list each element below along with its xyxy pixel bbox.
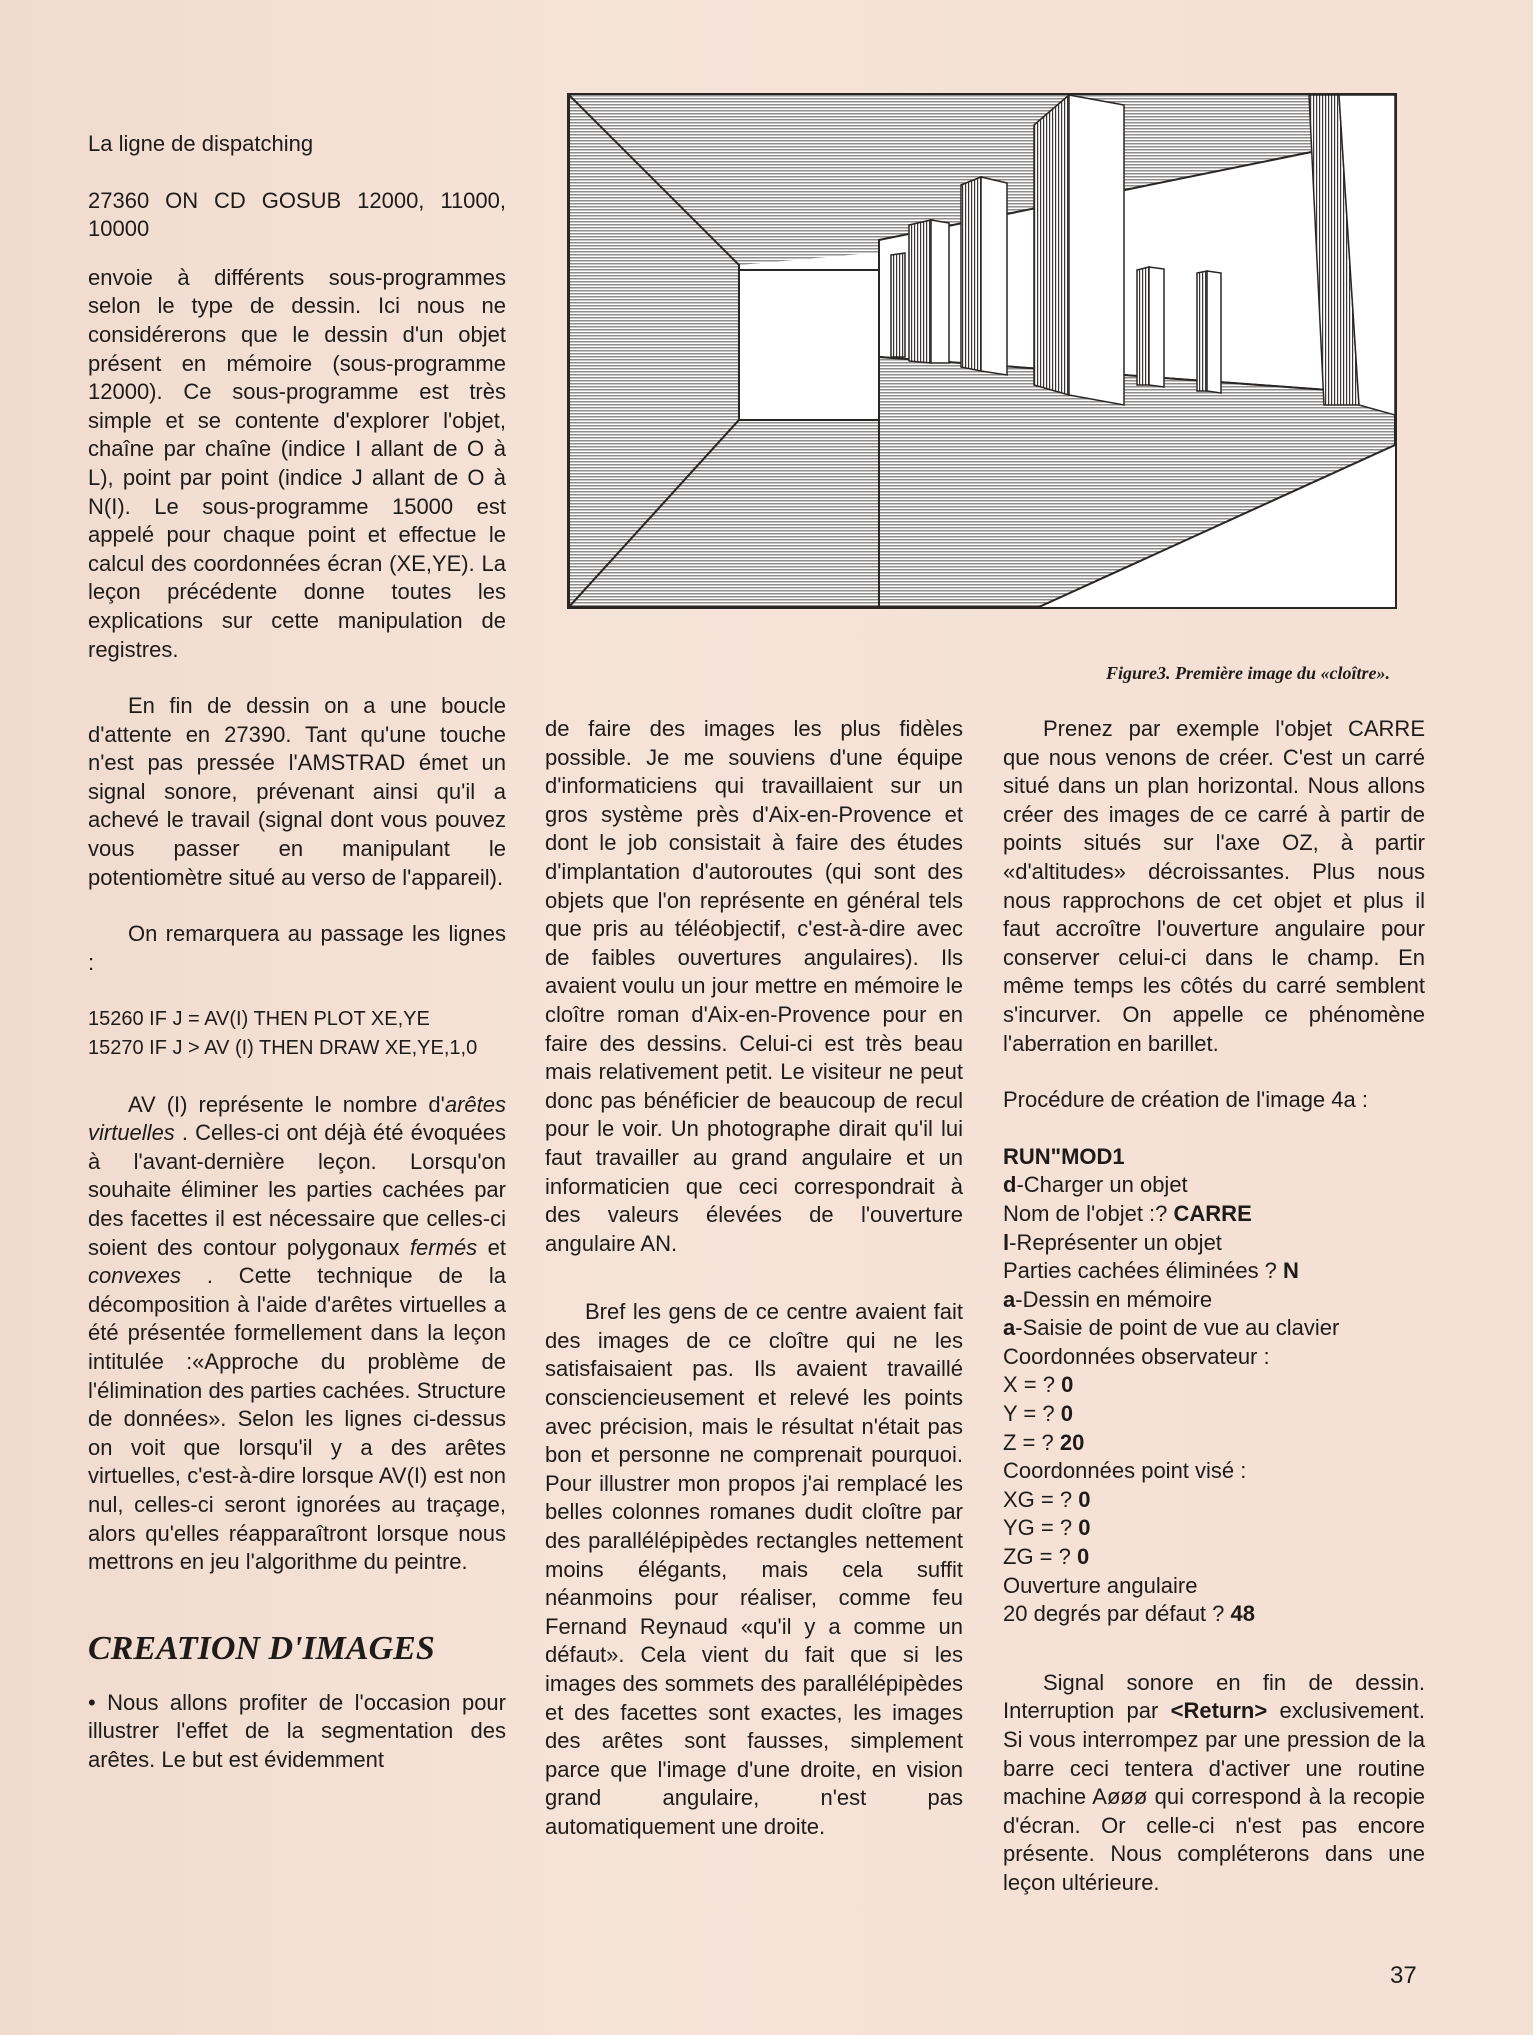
text-run: et (477, 1234, 506, 1260)
paragraph: Procédure de création de l'image 4a : (1003, 1087, 1368, 1113)
procedure-line (1003, 1371, 1425, 1400)
emphasis: convexes (88, 1263, 181, 1289)
text-run: . Celles-ci ont déjà été évoquées à l'avant-dernière leçon. Lorsqu'on souhaite éliminer les parties cachées par des facettes il est nécessaire que celles-ci soient des contour polygonaux (88, 1120, 506, 1260)
cloister-illustration (569, 95, 1395, 607)
text-run: -Représenter un objet (1009, 1229, 1222, 1255)
key-text: a (1003, 1286, 1016, 1312)
input-text: 0 (1076, 1544, 1090, 1570)
procedure-line (1003, 1400, 1425, 1429)
text-column-2 (545, 715, 963, 1842)
procedure-line (1003, 1200, 1425, 1229)
input-text: 48 (1230, 1601, 1255, 1627)
far-opening (739, 270, 879, 420)
text-run: Nom de l'objet :? (1003, 1200, 1174, 1226)
text-run: Y = ? (1003, 1401, 1061, 1427)
paragraph: Bref les gens de ce centre avaient fait des images de ce cloître qui ne les satisfaisaient pas. Ils avaient travaillé consciencieusement et relevé les points avec précision, mais le résultat n'était pas bon et personne ne comprenait pourquoi. Pour illustrer mon propos j'ai remplacé les belles colonnes romanes dudit cloître par des parallélépipèdes rectangles nettement moins élégants, mais cela suffit néanmoins pour réaliser, comme feu Fernand Reynaud «qu'il y a comme un défaut». Cela vient du fait que si les images des sommets des parallélépipèdes et des facettes sont exactes, les images des arêtes sont fausses, simplement parce que l'image d'une droite, en vision grand angulaire, n'est pas automatiquement une droite. (545, 1299, 963, 1839)
code-line: 15260 IF J = AV(I) THEN PLOT XE,YE (88, 1008, 430, 1031)
text-run: ZG = ? (1003, 1544, 1077, 1570)
code-line: 15270 IF J > AV (I) THEN DRAW XE,YE,1,0 (88, 1037, 478, 1060)
text-run: exclusivement. Si vous interrompez par une pression de la barre ceci tentera d'activer une routine machine Aøøø qui correspond à la recopie d'écran. Or celle-ci n'est pas encore présente. Nous compléterons dans une leçon ultérieure. (1003, 1698, 1425, 1895)
code-line: 27360 ON CD GOSUB 12000, 11000, 10000 (88, 187, 506, 242)
text-run: YG = ? (1003, 1515, 1079, 1541)
text-run: Parties cachées éliminées ? (1003, 1258, 1284, 1284)
procedure-line (1003, 1286, 1425, 1315)
command-text: RUN"MOD1 (1003, 1143, 1125, 1169)
procedure-line: Coordonnées observateur : (1003, 1343, 1270, 1369)
page-number: 37 (1390, 1962, 1417, 1989)
procedure-line (1003, 1543, 1425, 1572)
procedure-line (1003, 1600, 1425, 1629)
paragraph (1003, 1669, 1425, 1898)
text-run: XG = ? (1003, 1486, 1079, 1512)
text-run: -Dessin en mémoire (1015, 1286, 1213, 1312)
paragraph: • Nous allons profiter de l'occasion pour illustrer l'effet de la segmentation des arêtes. Le but est évidemment (88, 1689, 506, 1772)
input-text: 0 (1060, 1401, 1073, 1427)
procedure-line (1003, 1429, 1425, 1458)
text-run: . Cette technique de la décomposition à l'aide d'arêtes virtuelles a été présentée formellement dans la leçon intitulée :«Approche du problème de l'élimination des parties cachées. Structure de données». Selon les lignes ci-dessus on voit que lorsqu'il y a des arêtes virtuelles, c'est-à-dire lorsque AV(I) est non nul, celles-ci seront ignorées au traçage, alors qu'elles réapparaîtront lorsque nous mettrons en jeu l'algorithme du peintre. (88, 1263, 506, 1575)
procedure-line (1003, 1229, 1425, 1258)
key-text: l (1003, 1229, 1010, 1255)
text-run: Z = ? (1003, 1429, 1060, 1455)
text-column-3 (1003, 715, 1425, 1898)
input-text: CARRE (1173, 1200, 1252, 1226)
paragraph: Prenez par exemple l'objet CARRE que nous venons de créer. C'est un carré situé dans un plan horizontal. Nous allons créer des images de ce carré à partir de points situés sur l'axe OZ, à partir «d'altitudes» décroissantes. Plus nous nous rapprochons de cet objet et plus il faut accroître l'ouverture angulaire pour conserver celui-ci dans le champ. En même temps les côtés du carré semblent s'incurver. On appelle ce phénomène l'aberration en barillet. (1003, 716, 1425, 1056)
figure-cloister (567, 93, 1397, 609)
paragraph: La ligne de dispatching (88, 131, 314, 156)
section-title: CREATION D'IMAGES (88, 1629, 435, 1667)
procedure-line (1003, 1257, 1425, 1286)
procedure-line (1003, 1171, 1425, 1200)
parapet (879, 357, 1395, 607)
input-text: 20 (1059, 1429, 1085, 1455)
procedure-line (1003, 1486, 1425, 1515)
text-run: 20 degrés par défaut ? (1003, 1601, 1231, 1627)
procedure-line: Coordonnées point visé : (1003, 1458, 1247, 1484)
procedure-line: Ouverture angulaire (1003, 1572, 1198, 1598)
procedure-line (1003, 1143, 1425, 1172)
text-column-1 (88, 130, 506, 1775)
paragraph: de faire des images les plus fidèles possible. Je me souviens d'une équipe d'informaticiens qui travaillaient sur un gros système près d'Aix-en-Provence et dont le job consistait à faire des études d'implantation d'autoroutes (qui sont des objets que l'on représente en général tels que pris au téléobjectif, c'est-à-dire avec de faibles ouvertures angulaires). Ils avaient voulu un jour mettre en mémoire le cloître roman d'Aix-en-Provence pour en faire des dessins. Celui-ci est très beau mais relativement petit. Le visiteur ne peut donc pas bénéficier de beaucoup de recul pour le voir. Un photographe dirait qu'il lui faut travailler au grand angulaire et un informaticien que ceci correspondrait à des valeurs élevées de l'ouverture angulaire AN. (545, 716, 963, 1256)
input-text: N (1283, 1258, 1299, 1284)
figure-caption: Figure3. Première image du «cloître». (1106, 663, 1390, 683)
input-text: 0 (1078, 1486, 1091, 1512)
paragraph: En fin de dessin on a une boucle d'attente en 27390. Tant qu'une touche n'est pas pressée l'AMSTRAD émet un signal sonore, prévenant ainsi qu'il a achevé le travail (signal dont vous pouvez vous passer en manipulant le potentiomètre situé au verso de l'appareil). (88, 693, 506, 890)
key-text: a (1003, 1315, 1016, 1341)
paragraph (88, 1091, 506, 1577)
paragraph: envoie à différents sous-programmes selon le type de dessin. Ici nous ne considérerons que le dessin d'un objet présent en mémoire (sous-programme 12000). Ce sous-programme est très simple et se contente d'explorer l'objet, chaîne par chaîne (indice I allant de O à L), point par point (indice J allant de O à N(I). Le sous-programme 15000 est appelé pour chaque point et effectue le calcul des coordonnées écran (XE,YE). La leçon précédente donne toutes les explications sur cette manipulation de registres. (88, 264, 506, 662)
text-run: -Saisie de point de vue au clavier (1015, 1315, 1340, 1341)
input-text: 0 (1078, 1515, 1091, 1541)
procedure-line (1003, 1514, 1425, 1543)
text-run: -Charger un objet (1016, 1172, 1188, 1198)
paragraph: On remarquera au passage les lignes : (88, 921, 506, 975)
text-run: Signal sonore en fin de dessin. Interruption par (1003, 1669, 1425, 1724)
procedure-line (1003, 1314, 1425, 1343)
key-text: d (1003, 1172, 1017, 1198)
text-run: X = ? (1003, 1372, 1062, 1398)
text-run: AV (I) représente le nombre d' (128, 1091, 445, 1117)
key-text: <Return> (1170, 1698, 1268, 1724)
input-text: 0 (1061, 1372, 1074, 1398)
emphasis: fermés (409, 1234, 478, 1260)
emphasis: arêtes virtuelles (88, 1091, 506, 1146)
